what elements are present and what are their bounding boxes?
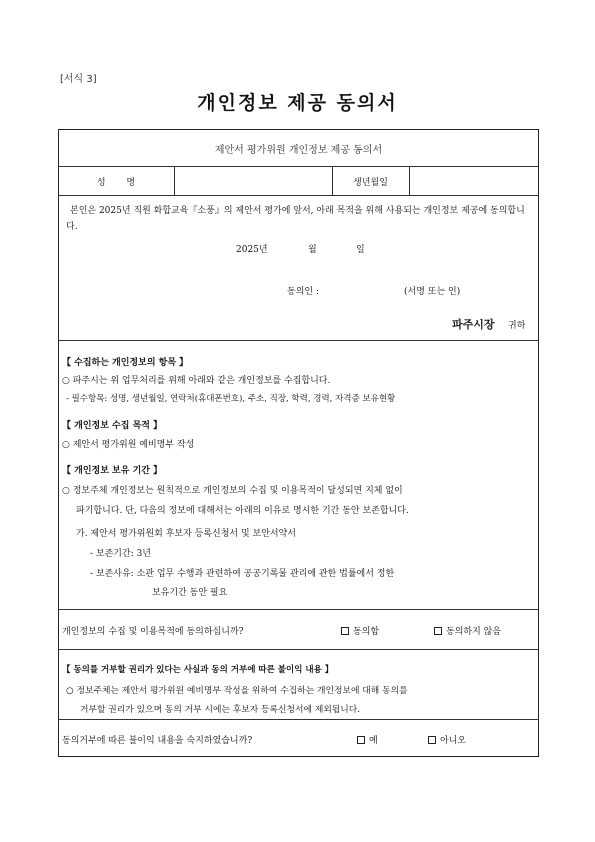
section-text: ○ 제안서 평가위원 예비명부 작성 <box>62 440 195 450</box>
date-year: 2025년 <box>236 245 268 255</box>
section-text: ○ 정보주체는 제안서 평가위원 예비명부 작성을 위하여 수집하는 개인정보에 대해 동의를 <box>66 686 408 696</box>
divider <box>174 166 175 195</box>
agree-option[interactable] <box>341 624 379 637</box>
section-heading: 【 개인정보 보유 기간 】 <box>62 466 163 476</box>
divider <box>58 609 539 610</box>
signature-hint: (서명 또는 인) <box>404 287 461 297</box>
divider <box>58 195 539 196</box>
section-heading: 【 수집하는 개인정보의 항목 】 <box>62 358 189 368</box>
document-title: 개인정보 제공 동의서 <box>197 92 398 114</box>
birth-field[interactable] <box>411 168 537 193</box>
recipient-name: 파주시장 <box>452 318 495 331</box>
yes-option[interactable] <box>357 733 378 746</box>
divider <box>58 649 539 650</box>
option-label: 아니오 <box>440 736 467 746</box>
no-option[interactable] <box>428 733 466 746</box>
section-text: ○ 정보주체 개인정보는 원칙적으로 개인정보의 수집 및 이용목적이 달성되면 지체 없이 <box>62 486 403 496</box>
checkbox[interactable] <box>341 627 349 635</box>
consent-statement: 본인은 2025년 직원 화합교육『소풍』의 제안서 평가에 앞서, 아래 목적을 위해 사용되는 개인정보 제공에 동의합니다. <box>66 206 525 232</box>
divider <box>58 340 539 341</box>
checkbox[interactable] <box>428 736 436 744</box>
section-text: - 보존기간: 3년 <box>90 549 151 559</box>
signature-field[interactable] <box>335 280 401 296</box>
recipient-suffix: 귀하 <box>508 321 526 331</box>
name-field[interactable] <box>176 168 330 193</box>
table-header: 제안서 평가위원 개인정보 제공 동의서 <box>214 145 383 156</box>
form-number: [서식 3] <box>60 74 97 85</box>
section-heading: 【 개인정보 수집 목적 】 <box>62 421 163 431</box>
checkbox[interactable] <box>357 736 365 744</box>
section-text: 거부할 권리가 있으며 동의 거부 시에는 후보자 등록신청서에 제외됩니다. <box>80 705 361 715</box>
section-text: 파기합니다. 단, 다음의 정보에 대해서는 아래의 이유로 명시한 기간 동안 보존합니다. <box>76 506 409 516</box>
disagree-option[interactable] <box>434 624 501 637</box>
consent-question: 개인정보의 수집 및 이용목적에 동의하십니까? <box>62 627 244 637</box>
checkbox[interactable] <box>434 627 442 635</box>
divider <box>58 166 539 167</box>
divider <box>409 166 410 195</box>
section-text: 보유기간 동안 필요 <box>152 588 228 598</box>
date-month: 월 <box>308 245 317 255</box>
section-text: 가. 제안서 평가위원회 후보자 등록신청서 및 보안서약서 <box>76 529 296 539</box>
section-text: ○ 파주시는 위 업무처리를 위해 아래와 같은 개인정보를 수집합니다. <box>62 376 331 386</box>
consent-question: 동의거부에 따른 불이익 내용을 숙지하였습니까? <box>62 736 253 746</box>
option-label: 예 <box>369 736 378 746</box>
divider <box>58 719 539 720</box>
section-text: - 보존사유: 소관 업무 수행과 관련하여 공공기록물 관리에 관한 법률에서 정한 <box>90 569 395 579</box>
option-label: 동의함 <box>353 627 380 637</box>
birth-label: 생년월일 <box>353 178 388 188</box>
section-heading: 【 동의를 거부할 권리가 있다는 사실과 동의 거부에 따른 불이익 내용 】 <box>62 665 334 675</box>
section-text: - 필수항목: 성명, 생년월일, 연락처(휴대폰번호), 주소, 직장, 학력, 경력, 자격증 보유현황 <box>66 394 396 404</box>
signer-label: 동의인 : <box>287 287 319 297</box>
name-label: 성 명 <box>96 178 136 188</box>
date-day: 일 <box>356 245 365 255</box>
option-label: 동의하지 않음 <box>446 627 502 637</box>
